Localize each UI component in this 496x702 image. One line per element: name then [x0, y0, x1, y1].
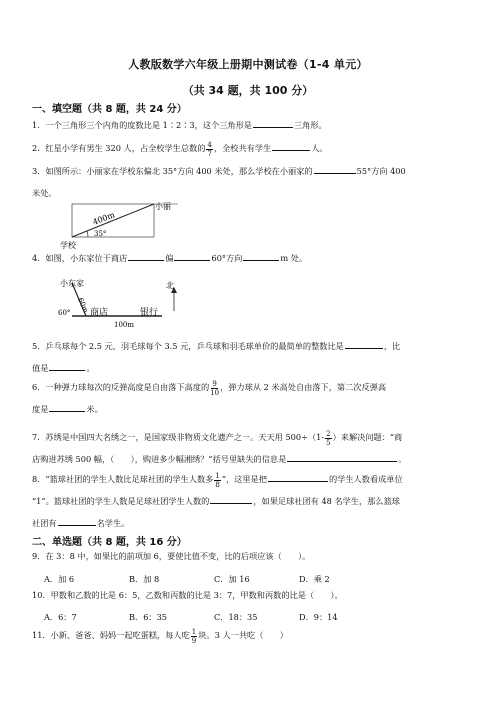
q8-frac-den: 8: [215, 480, 220, 489]
figure2-shop-label: 商店: [90, 308, 109, 318]
q4-blank-1[interactable]: [128, 251, 164, 261]
q11-frac-num: 1: [191, 627, 197, 636]
figure-school-house: [58, 198, 198, 250]
q4-text-end: m 处。: [280, 253, 308, 263]
section-fill-in-header: 一、填空题（共 8 题，共 24 分）: [32, 104, 187, 115]
q6-frac-den: 10: [210, 388, 220, 397]
figure2-home-label: 小东家: [60, 279, 84, 288]
q3-text: 3．如图所示：小丽家在学校东偏北 35°方向 400 米处，那么学校在小丽家的: [32, 166, 313, 176]
q4-text-dir: 偏: [165, 253, 174, 263]
q8-frac-num: 1: [215, 471, 220, 480]
figure2-dist1-label: 60m: [76, 296, 90, 315]
q1-blank[interactable]: [253, 118, 293, 128]
q11-frac-den: 9: [191, 636, 197, 645]
q6-fraction: [210, 380, 219, 397]
q5-text: 5．乒乓球每个 2.5 元，羽毛球每个 3.5 元，乒乓球和羽毛球单价的最简单的整数比是: [32, 341, 344, 351]
figure1-path: [72, 204, 154, 237]
q4-text-angle: 60°方向: [211, 253, 243, 263]
q2-fraction: [206, 141, 212, 158]
section-single-choice-header: 二、单选题（共 8 题，共 16 分）: [32, 537, 187, 548]
q8-blank-1[interactable]: [268, 472, 328, 482]
question-1: [32, 114, 468, 136]
q2-text: 2．红星小学有男生 320 人，占全校学生总数的: [32, 143, 206, 153]
q2-frac-num: 4: [207, 140, 212, 149]
q2-frac-den: 7: [207, 149, 212, 158]
q8-blank-3[interactable]: [58, 516, 96, 526]
q10-options: [44, 612, 464, 623]
q2-text-mid: ，全校共有学生: [213, 143, 272, 153]
q10-option-a[interactable]: A．6：7: [44, 612, 77, 622]
page-title: 人教版数学六年级上册期中测试卷（1-4 单元）: [128, 58, 368, 71]
q11-fraction: [191, 628, 197, 645]
q10-text: 10．甲数和乙数的比是 6：5，乙数和丙数的比是 3：7，甲数和丙数的比是（ ）。: [32, 590, 343, 600]
q8-text: 8．“篮球社团的学生人数比足球社团的学生人数多: [32, 474, 214, 484]
question-4: [32, 247, 468, 269]
q6-text-line2: 度是: [32, 404, 49, 414]
question-6: [32, 376, 468, 420]
q9-option-a[interactable]: A．加 6: [44, 574, 75, 584]
page-subtitle: （共 34 题，共 100 分）: [182, 84, 314, 97]
figure1-house-label: 小丽: [155, 202, 171, 211]
q6-blank[interactable]: [49, 402, 85, 412]
figure1-angle-arc: [87, 231, 88, 237]
q5-text-end: 。: [86, 363, 95, 373]
question-7: [32, 426, 468, 470]
figure2-dist2-label: 100m: [114, 321, 134, 329]
q7-text-mid: ）来解决问题：“商: [332, 432, 403, 442]
figure-shop-bank: [58, 275, 188, 333]
q8-blank-2[interactable]: [210, 494, 252, 504]
q3-text-mid: 55°方向 400: [356, 166, 406, 176]
q3-blank[interactable]: [314, 164, 356, 174]
q8-text-end: 名学生。: [96, 518, 130, 528]
q2-text-end: 人。: [311, 143, 328, 153]
q4-blank-2[interactable]: [174, 251, 210, 261]
figure2-bank-label: 银行: [140, 308, 159, 318]
q8-text-line3: 社团有: [32, 518, 57, 528]
q8-text-line2-end: ，如果足球社团有 48 名学生，那么篮球: [253, 496, 400, 506]
figure2-north-label: 北: [166, 281, 174, 290]
q7-frac-den: 5: [326, 438, 331, 447]
q2-blank[interactable]: [272, 141, 310, 151]
q1-text-end: 三角形。: [293, 120, 327, 130]
question-2: [32, 137, 468, 159]
q9-text: 9．在 3：8 中，如果比的前项加 6，要使比值不变，比的后项应该（ ）。: [32, 551, 311, 561]
q7-fraction: [325, 430, 331, 447]
q11-text-end: 块。3 人一共吃（ ）: [198, 630, 288, 640]
question-5: [32, 335, 468, 379]
q7-blank[interactable]: [287, 452, 397, 462]
q5-blank-1[interactable]: [345, 339, 383, 349]
q4-text: 4．如图，小东家位于商店: [32, 253, 128, 263]
q8-text-mid: ”，这里是把: [221, 474, 267, 484]
question-9: [32, 545, 468, 567]
question-10: [32, 584, 468, 606]
q5-text-mid: ，比: [383, 341, 401, 351]
q6-text-mid: ，弹力球从 2 米高处自由落下，第二次反弹高: [220, 382, 387, 392]
q7-frac-num: 2: [326, 429, 331, 438]
figure2-angle-label: 60°: [58, 309, 71, 317]
question-11: [32, 624, 468, 646]
q8-text-mid2: 的学生人数看成单位: [328, 474, 403, 484]
q9-option-b[interactable]: B．加 8: [129, 574, 160, 584]
q9-option-d[interactable]: D．乘 2: [299, 574, 330, 584]
q8-text-line2: “1”。篮球社团的学生人数是足球社团学生人数的: [32, 496, 210, 506]
q4-blank-3[interactable]: [243, 251, 279, 261]
q9-option-c[interactable]: C．加 16: [214, 574, 250, 584]
figure1-distance-label: 400m: [91, 210, 117, 227]
question-8: [32, 468, 468, 534]
q7-text: 7．苏绣是中国四大名绣之一，是国家级非物质文化遗产之一。天天用 500÷（1-: [32, 432, 325, 442]
q10-option-b[interactable]: B．6：35: [129, 612, 168, 622]
figure1-angle-label: 35°: [94, 230, 107, 238]
q6-frac-num: 9: [212, 379, 217, 388]
q5-text-line2: 值是: [32, 363, 49, 373]
q7-text-end: 。: [398, 454, 407, 464]
q10-option-d[interactable]: D．9：14: [299, 612, 338, 622]
q10-option-c[interactable]: C．18：35: [214, 612, 258, 622]
q11-text: 11．小新、爸爸、妈妈一起吃蛋糕，每人吃: [32, 630, 190, 640]
q6-text: 6．一种弹力球每次的反弹高度是自由落下高度的: [32, 382, 210, 392]
q3-text-end: 米处。: [32, 188, 57, 198]
q5-blank-2[interactable]: [49, 361, 85, 371]
figure1-school-label: 学校: [60, 241, 76, 250]
q1-text: 1．一个三角形三个内角的度数比是 1∶2∶3，这个三角形是: [32, 120, 252, 130]
q6-text-end: 米。: [86, 404, 103, 414]
q8-fraction: [214, 472, 220, 489]
q7-text-line2: 店购进苏绣 500 幅，（ ），购进多少幅湘绣？”括号里缺失的信息是: [32, 454, 287, 464]
